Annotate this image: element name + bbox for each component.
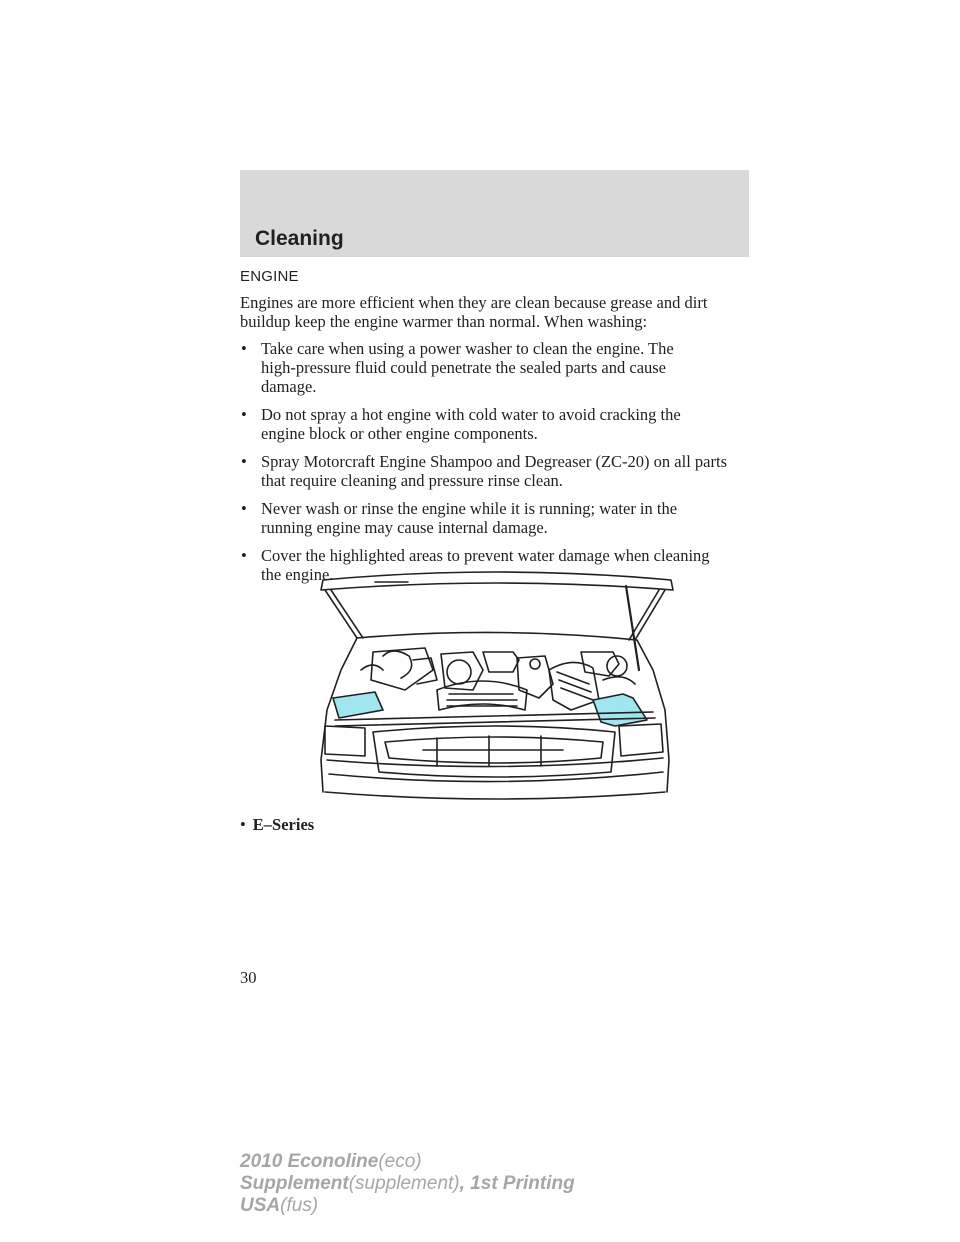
footer-line	[240, 1151, 575, 1173]
figure-caption	[240, 815, 314, 834]
list-item-line: that require cleaning and pressure rinse clean.	[261, 471, 563, 490]
footer-printing: , 1st Printing	[459, 1173, 575, 1194]
bullet-icon: •	[241, 452, 247, 471]
bullet-icon: •	[240, 815, 246, 834]
footer-line	[240, 1195, 575, 1217]
list-item	[240, 339, 752, 396]
page-number: 30	[240, 968, 257, 987]
footer-market: USA	[240, 1195, 281, 1216]
bullet-icon: •	[241, 546, 247, 565]
footer	[240, 1151, 575, 1217]
footer-doc-code: (supplement)	[348, 1173, 460, 1194]
list-item	[240, 452, 752, 490]
intro-line: buildup keep the engine warmer than normal. When washing:	[240, 312, 648, 331]
intro-line: Engines are more efficient when they are clean because grease and dirt	[240, 293, 708, 312]
page-title: Cleaning	[255, 227, 344, 250]
bullet-icon: •	[241, 339, 247, 358]
list-item-line: running engine may cause internal damage.	[261, 518, 548, 537]
instruction-list	[240, 339, 752, 584]
list-item	[240, 405, 752, 443]
list-item-line: engine block or other engine components.	[261, 424, 538, 443]
main-content	[240, 268, 752, 593]
intro-paragraph	[240, 293, 752, 331]
caption-label: E–Series	[252, 815, 315, 834]
footer-code: (eco)	[378, 1151, 422, 1172]
list-item-line: damage.	[261, 377, 317, 396]
header-band	[240, 170, 749, 257]
engine-bay-illustration	[313, 560, 681, 800]
footer-market-code: (fus)	[280, 1195, 319, 1216]
list-item-line: Do not spray a hot engine with cold water to avoid cracking the	[261, 405, 681, 424]
footer-doc-type: Supplement	[240, 1173, 349, 1194]
footer-line	[240, 1173, 575, 1195]
list-item-line: the engine.	[261, 565, 334, 584]
bullet-icon: •	[241, 405, 247, 424]
list-item-line: Cover the highlighted areas to prevent water damage when cleaning	[261, 546, 710, 565]
footer-model: 2010 Econoline	[240, 1151, 379, 1172]
section-heading: ENGINE	[240, 268, 299, 285]
list-item-line: Spray Motorcraft Engine Shampoo and Degreaser (ZC-20) on all parts	[261, 452, 727, 471]
list-item	[240, 499, 752, 537]
bullet-icon: •	[241, 499, 247, 518]
list-item-line: Never wash or rinse the engine while it is running; water in the	[261, 499, 678, 518]
list-item-line: Take care when using a power washer to clean the engine. The	[261, 339, 674, 358]
list-item-line: high-pressure fluid could penetrate the sealed parts and cause	[261, 358, 667, 377]
